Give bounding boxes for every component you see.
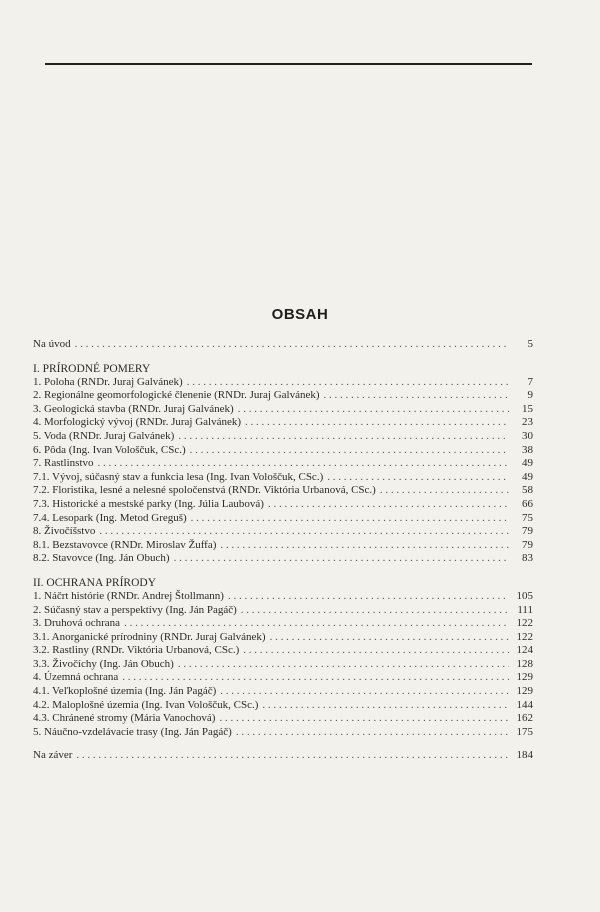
toc-entry-label: 7.1. Vývoj, súčasný stav a funkcia lesa (Ing. Ivan Vološčuk, CSc.) (33, 470, 324, 483)
toc-entry-page: 128 (516, 657, 533, 670)
section-entries (33, 590, 533, 740)
leader-dots (98, 457, 509, 471)
toc-entry-page: 122 (516, 617, 533, 630)
leader-dots (238, 403, 509, 417)
toc-section (33, 576, 533, 740)
toc-entry-label: 8.2. Stavovce (Ing. Ján Obuch) (33, 552, 170, 565)
leader-dots (124, 617, 509, 631)
toc-entry-label: 4.1. Veľkoplošné územia (Ing. Ján Pagáč) (33, 685, 217, 698)
toc-entry (33, 430, 533, 444)
leader-dots (245, 416, 509, 430)
toc-entry-label: 1. Náčrt histórie (RNDr. Andrej Štollmann) (33, 589, 224, 602)
leader-dots (220, 685, 509, 699)
leader-dots (178, 658, 509, 672)
table-of-contents (33, 338, 533, 763)
toc-entry (33, 498, 533, 512)
page-title: OBSAH (271, 306, 329, 323)
toc-entry (33, 444, 533, 458)
toc-entry-page: 124 (516, 644, 533, 657)
toc-entry-label: 3. Druhová ochrana (33, 617, 121, 630)
leader-dots (228, 590, 509, 604)
toc-entry (33, 403, 533, 417)
toc-entry-label: 4. Morfologický vývoj (RNDr. Juraj Galvánek) (33, 416, 242, 429)
toc-entry-label: 2. Súčasný stav a perspektívy (Ing. Ján Pagáč) (33, 603, 237, 616)
toc-entry-label: 3.2. Rastliny (RNDr. Viktória Urbanová, CSc.) (33, 644, 240, 657)
toc-entry-label: 5. Voda (RNDr. Juraj Galvánek) (33, 429, 175, 442)
leader-dots (243, 644, 509, 658)
leader-dots (190, 444, 509, 458)
toc-entry-label: 8.1. Bezstavovce (RNDr. Miroslav Žuffa) (33, 538, 217, 551)
toc-entry-label: 4. Územná ochrana (33, 671, 119, 684)
toc-entry (33, 617, 533, 631)
toc-entry (33, 658, 533, 672)
toc-entry-label: 5. Náučno-vzdelávacie trasy (Ing. Ján Pagáč) (33, 725, 232, 738)
toc-entry-label: 4.2. Maloplošné územia (Ing. Ivan Vološčuk, CSc.) (33, 698, 259, 711)
toc-entry (33, 457, 533, 471)
toc-entry (33, 685, 533, 699)
toc-entry-page: 49 (522, 470, 533, 483)
toc-entry-page: 111 (517, 603, 533, 616)
leader-dots (75, 338, 509, 352)
toc-entry-page: 66 (522, 497, 533, 510)
toc-entry (33, 726, 533, 740)
leader-dots (219, 712, 509, 726)
section-title: II. OCHRANA PRÍRODY (33, 576, 156, 589)
toc-entry (33, 699, 533, 713)
toc-entry-page: 144 (516, 698, 533, 711)
toc-entry (33, 525, 533, 539)
leader-dots (268, 498, 509, 512)
toc-entry-page: 49 (522, 457, 533, 470)
toc-entry (33, 376, 533, 390)
toc-entry (33, 539, 533, 553)
toc-entry-label: 4.3. Chránené stromy (Mária Vanochová) (33, 712, 216, 725)
toc-entry-label: 8. Živočíšstvo (33, 525, 96, 538)
toc-entry-label: 7.2. Floristika, lesné a nelesné spoločenstvá (RNDr. Viktória Urbanová, CSc.) (33, 484, 376, 497)
toc-entry-label: Na záver (33, 749, 73, 762)
leader-dots (99, 525, 509, 539)
toc-entry-page: 15 (522, 402, 533, 415)
toc-entry-label: 7.4. Lesopark (Ing. Metod Greguš) (33, 511, 187, 524)
leader-dots (241, 604, 509, 618)
toc-entry-page: 5 (527, 338, 533, 350)
toc-entry-page: 175 (516, 725, 533, 738)
toc-entry-label: 7.3. Historické a mestské parky (Ing. Júlia Laubová) (33, 497, 264, 510)
toc-entry (33, 484, 533, 498)
toc-entry (33, 644, 533, 658)
toc-entry-label: 3.3. Živočíchy (Ing. Ján Obuch) (33, 657, 174, 670)
toc-entry (33, 471, 533, 485)
leader-dots (327, 471, 509, 485)
top-rule (45, 63, 532, 65)
toc-entry-page: 38 (522, 443, 533, 456)
toc-entry (33, 552, 533, 566)
toc-entry-page: 129 (516, 685, 533, 698)
leader-dots (178, 430, 509, 444)
leader-dots (270, 631, 509, 645)
leader-dots (122, 671, 509, 685)
toc-entry-page: 79 (522, 538, 533, 551)
toc-entry-page: 30 (522, 429, 533, 442)
toc-entry-label: 7. Rastlinstvo (33, 457, 94, 470)
leader-dots (76, 749, 509, 763)
section-title: I. PRÍRODNÉ POMERY (33, 362, 151, 375)
section-entries (33, 376, 533, 566)
toc-entry-intro (33, 338, 533, 352)
leader-dots (174, 552, 509, 566)
toc-entry (33, 631, 533, 645)
leader-dots (236, 726, 509, 740)
toc-entry (33, 590, 533, 604)
toc-entry (33, 512, 533, 526)
toc-entry-page: 9 (527, 389, 533, 402)
toc-section (33, 362, 533, 566)
toc-entry-label: 3. Geologická stavba (RNDr. Juraj Galvánek) (33, 402, 234, 415)
toc-entry-page: 105 (516, 589, 533, 602)
toc-entry (33, 604, 533, 618)
toc-entry-page: 184 (516, 749, 533, 762)
toc-entry-page: 83 (522, 552, 533, 565)
toc-entry-page: 129 (516, 671, 533, 684)
toc-entry-page: 7 (527, 375, 533, 388)
toc-entry-label: 2. Regionálne geomorfologické členenie (RNDr. Juraj Galvánek) (33, 389, 320, 402)
toc-entry-label: 6. Pôda (Ing. Ivan Vološčuk, CSc.) (33, 443, 186, 456)
toc-entry-label: Na úvod (33, 338, 71, 350)
toc-entry-label: 3.1. Anorganické prírodniny (RNDr. Juraj Galvánek) (33, 630, 266, 643)
toc-entry (33, 389, 533, 403)
toc-entry-outro (33, 749, 533, 763)
toc-entry-page: 75 (522, 511, 533, 524)
toc-entry-page: 79 (522, 525, 533, 538)
toc-entry-page: 162 (516, 712, 533, 725)
toc-entry (33, 416, 533, 430)
toc-entry-page: 58 (522, 484, 533, 497)
leader-dots (262, 699, 509, 713)
leader-dots (220, 539, 509, 553)
toc-entry-label: 1. Poloha (RNDr. Juraj Galvánek) (33, 375, 183, 388)
toc-entry (33, 712, 533, 726)
leader-dots (191, 512, 509, 526)
leader-dots (324, 389, 509, 403)
leader-dots (380, 484, 509, 498)
toc-entry-page: 23 (522, 416, 533, 429)
leader-dots (187, 376, 509, 390)
toc-entry (33, 671, 533, 685)
toc-entry-page: 122 (516, 630, 533, 643)
